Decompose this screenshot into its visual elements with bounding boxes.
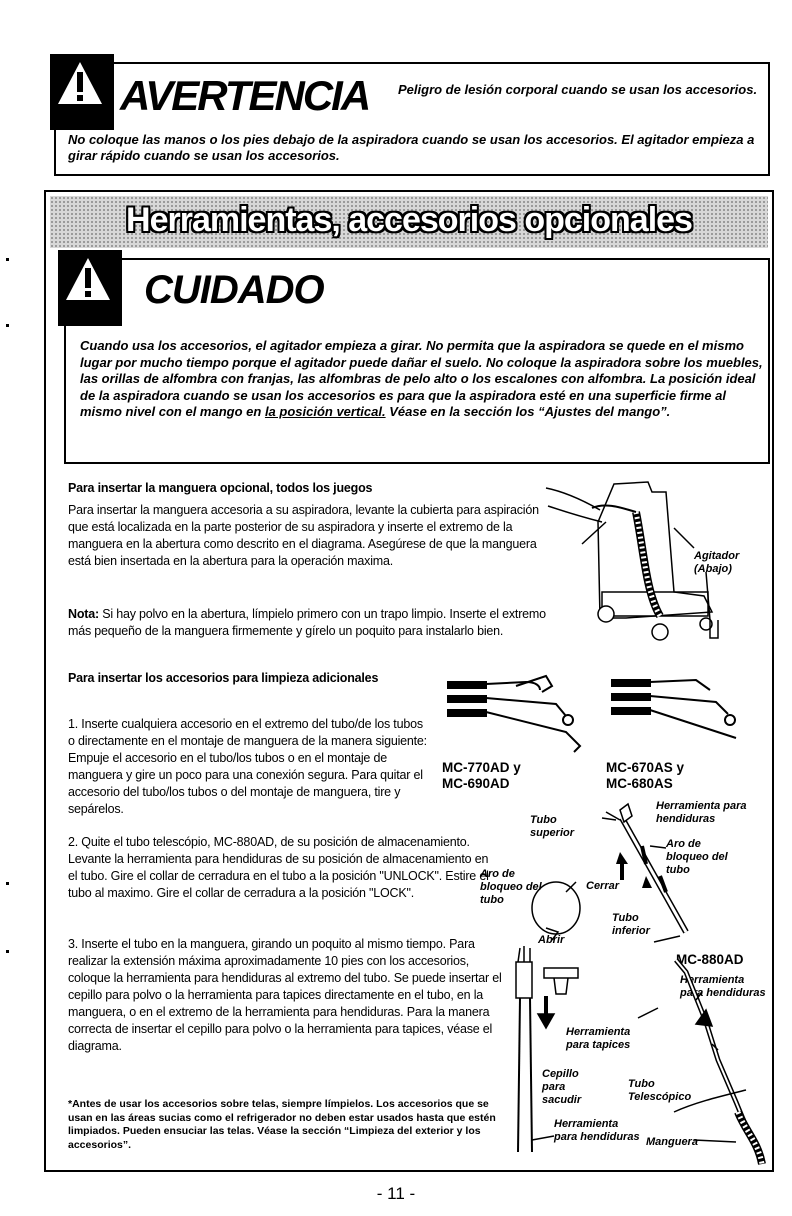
accessory-assembly-diagram <box>516 812 762 1164</box>
page-number: - 11 - <box>376 1184 416 1203</box>
warning-triangle-icon <box>56 60 104 106</box>
telescopic-tube-diagram <box>532 804 686 942</box>
label-herramienta-hendiduras-right: Herramienta para hendiduras <box>680 974 766 999</box>
warning-icon-block <box>50 54 114 130</box>
note-text: Si hay polvo en la abertura, límpielo primero con un trapo limpio. Inserte el extremo más pequeño de la manguera firmemente y gírelo un poquito para instalarlo bien. <box>68 607 546 638</box>
margin-mark <box>6 882 9 885</box>
caution-text-end: Véase en la sección los “Ajustes del mango”. <box>385 404 671 419</box>
diagram-illustrations <box>46 192 776 1174</box>
step-2: 2. Quite el tubo telescópio, MC-880AD, de su posición de almacenamiento. Levante la herramienta para hendiduras de su posición de almacenamiento en el tubo. Gire el collar de cerradura en el tubo a la posición "UNLOCK". Estire el tubo al maximo. Gire el collar de cerradura a la posición "LOCK". <box>68 835 489 900</box>
vacuum-hose-diagram <box>546 482 718 640</box>
wand-set-left <box>448 676 580 752</box>
margin-mark <box>6 950 9 953</box>
label-abrir: Abrir <box>538 934 565 946</box>
label-cepillo: Cepillo para sacudir <box>542 1068 582 1106</box>
caution-text: Cuando usa los accesorios, el agitador empieza a girar. No permita que la aspiradora se quede en el mismo lugar por mucho tiempo porque el agitador puede dañar el suelo. No coloque la aspiradora sobre los muebles, las orillas de alfombra con franjas, las alfombras de pelo alto o los escalones con alfombra. La posición ideal de la aspiradora cuando se usan los accesorios es para que la aspiradora esté en una superficie firme al mismo nivel con el mango en <box>80 338 763 419</box>
section-title: Herramientas, accesorios opcionales <box>126 201 692 239</box>
warning-subtitle: Peligro de lesión corporal cuando se usan los accesorios. <box>398 82 758 97</box>
label-manguera: Manguera <box>646 1136 698 1148</box>
label-cerrar: Cerrar <box>586 880 620 892</box>
model-label-left: MC-770AD y MC-690AD <box>442 760 521 791</box>
caution-underlined-text: la posición vertical. <box>264 404 386 419</box>
step-3: 3. Inserte el tubo en la manguera, girando un poquito al mismo tiempo. Para realizar la extensión máxima aproximadamente 10 pies con los accesorios, coloque la herramienta para hendiduras al extremo del tubo. Se puede insertar el cepillo para polvo o la herramienta para tapices directamente en el tubo, en la manguera, o en el extremo de la herramienta para hendiduras. Para la manera correcta de insertar el cepillo para polvo o la herramienta para tapices, véase el diagrama. <box>68 937 502 1053</box>
agitador-label: Agitador (Abajo) <box>694 550 740 575</box>
accessories-heading: Para insertar los accesorios para limpieza adicionales <box>68 671 379 685</box>
warning-title: AVERTENCIA <box>120 72 370 119</box>
hose-paragraph: Para insertar la manguera accesoria a su aspiradora, levante la cubierta para aspiración que está localizada en la parte posterior de su aspiradora y inserte el extremo de la manguera en la abertura como descrito en el diagrama. Asegúrese de que la manguera está bien insertada en la abertura para la operación maxima. <box>68 503 539 568</box>
label-aro-bloqueo-right: Aro de bloqueo del tubo <box>666 838 728 876</box>
caution-title: CUIDADO <box>144 268 324 312</box>
accessories-section-box <box>44 190 774 1172</box>
label-tubo-inferior: Tubo inferior <box>612 912 650 937</box>
label-tubo-superior: Tubo superior <box>530 814 575 839</box>
warning-box <box>54 62 770 176</box>
model-label-right: MC-670AS y MC-680AS <box>606 760 685 791</box>
label-tubo-telescopico: Tubo Telescópico <box>628 1078 692 1103</box>
hose-heading: Para insertar la manguera opcional, todos los juegos <box>68 481 373 495</box>
label-herramienta-hendiduras-bottom: Herramienta para hendiduras <box>554 1118 640 1143</box>
warning-body: No coloque las manos o los pies debajo de la aspiradora cuando se usan los accesorios. El agitador empieza a girar rápido cuando se usan los accesorios. <box>68 132 755 163</box>
label-aro-bloqueo-left: Aro de bloqueo del tubo <box>480 868 542 906</box>
margin-mark <box>6 258 9 261</box>
step-1: 1. Inserte cualquiera accesorio en el extremo del tubo/de los tubos o directamente en el montaje de manguera de la manera siguiente: Empuje el accesorio en el tubo/los tubos o en el montaje de manguera y gire un poco para una conexión segura. Para quitar el accesorio del tubo/los tubos o del montaje de manguera, tire y sepárelos. <box>68 717 427 816</box>
label-herramienta-tapices: Herramienta para tapices <box>566 1026 631 1051</box>
model-label-880: MC-880AD <box>676 952 744 967</box>
note-label: Nota: <box>68 607 99 621</box>
wand-set-right <box>612 680 736 738</box>
footnote: *Antes de usar los accesorios sobre telas, siempre límpielos. Los accesorios que se usan en las áreas sucias como el refrigerador no deben estar usados hasta que estén limpiados. Pueden ensuciar las telas. Véase la sección “Limpieza del exterior y los accesorios”. <box>68 1098 496 1151</box>
label-herramienta-hendiduras-top: Herramienta para hendiduras <box>656 800 747 825</box>
margin-mark <box>6 324 9 327</box>
